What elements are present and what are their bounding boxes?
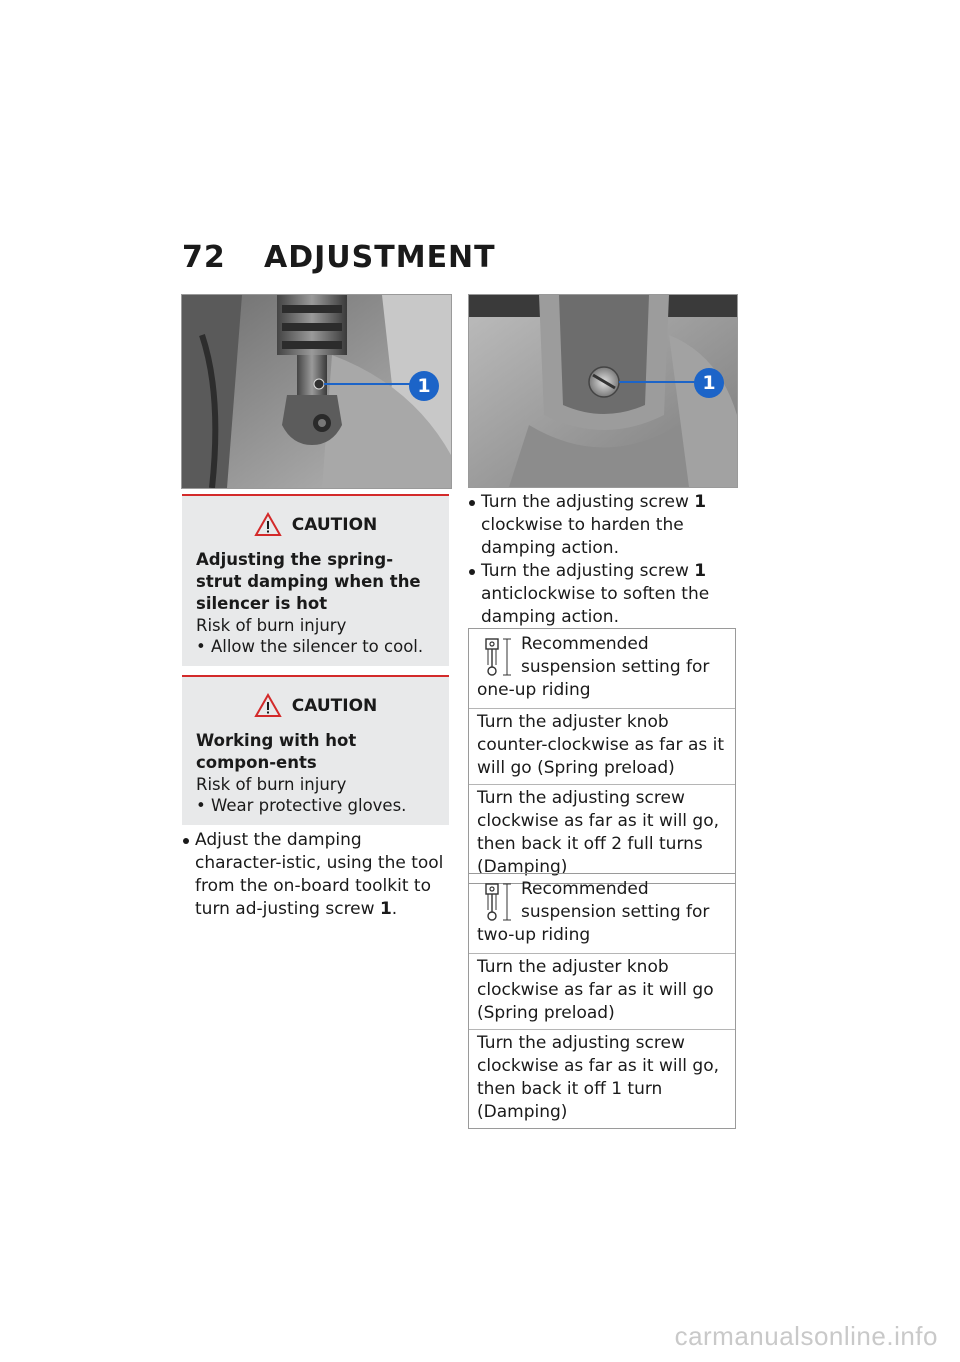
warning-triangle-icon (254, 693, 282, 718)
table-row: Turn the adjusting screw clockwise as far as it will go, then back it off 2 full turns (Damping) (477, 788, 720, 877)
caution-title (196, 512, 435, 537)
list-item (468, 491, 723, 560)
table-row: Turn the adjuster knob counter-clockwise as far as it will go (Spring preload) (469, 709, 735, 785)
suspension-setting-icon (483, 882, 513, 922)
instruction-text: Adjust the damping character-istic, using the tool from the on-board toolkit to turn ad-justing screw (195, 830, 444, 919)
page-number: 72 (182, 240, 226, 275)
caution-label: CAUTION (291, 514, 378, 535)
instruction-text-after: clockwise to harden the damping action. (481, 515, 684, 558)
reference-number: 1 (379, 899, 392, 919)
caution-risk: Risk of burn injury (196, 775, 347, 794)
settings-table-heading (469, 874, 735, 954)
caution-box-hot-components (182, 675, 449, 825)
heading-line-3: one-up riding (477, 680, 591, 700)
settings-table-two-up (468, 873, 736, 1129)
caution-title (196, 693, 435, 718)
warning-triangle-icon (254, 512, 282, 537)
caution-action: • Allow the silencer to cool. (196, 637, 424, 656)
table-row: Turn the adjusting screw clockwise as far as it will go, then back it off 1 turn (Damping) (477, 1033, 720, 1122)
page-header (182, 240, 496, 275)
caution-risk: Risk of burn injury (196, 616, 347, 635)
suspension-setting-icon (483, 637, 513, 677)
figure-adjusting-screw (468, 294, 738, 488)
list-item (182, 829, 452, 921)
caution-heading: Adjusting the spring-strut damping when the silencer is hot (196, 550, 421, 613)
instruction-text: Turn the adjusting screw (481, 492, 695, 512)
heading-line-3: two-up riding (477, 925, 591, 945)
caution-box-hot-silencer (182, 494, 449, 666)
callout-1-right: 1 (694, 368, 724, 398)
heading-line-2: suspension setting for (521, 657, 710, 677)
settings-table-one-up (468, 628, 736, 884)
caution-action: • Wear protective gloves. (196, 796, 407, 815)
right-instructions (468, 491, 723, 629)
reference-number: 1 (694, 492, 707, 512)
left-instructions (182, 829, 452, 921)
instruction-end: . (391, 899, 398, 919)
watermark: carmanualsonline.info (674, 1321, 938, 1351)
caution-label: CAUTION (291, 695, 378, 716)
caution-heading: Working with hot compon-ents (196, 731, 357, 772)
table-row: Turn the adjuster knob clockwise as far as it will go (Spring preload) (469, 954, 735, 1030)
reference-number: 1 (694, 561, 707, 581)
heading-line-1: Recommended (521, 879, 649, 899)
list-item (468, 560, 723, 629)
heading-line-1: Recommended (521, 634, 649, 654)
heading-line-2: suspension setting for (521, 902, 710, 922)
instruction-text-after: anticlockwise to soften the damping action. (481, 584, 710, 627)
settings-table-heading (469, 629, 735, 709)
instruction-text: Turn the adjusting screw (481, 561, 695, 581)
callout-1-left: 1 (409, 371, 439, 401)
section-title: ADJUSTMENT (264, 240, 496, 275)
figure-shock-absorber (181, 294, 452, 489)
